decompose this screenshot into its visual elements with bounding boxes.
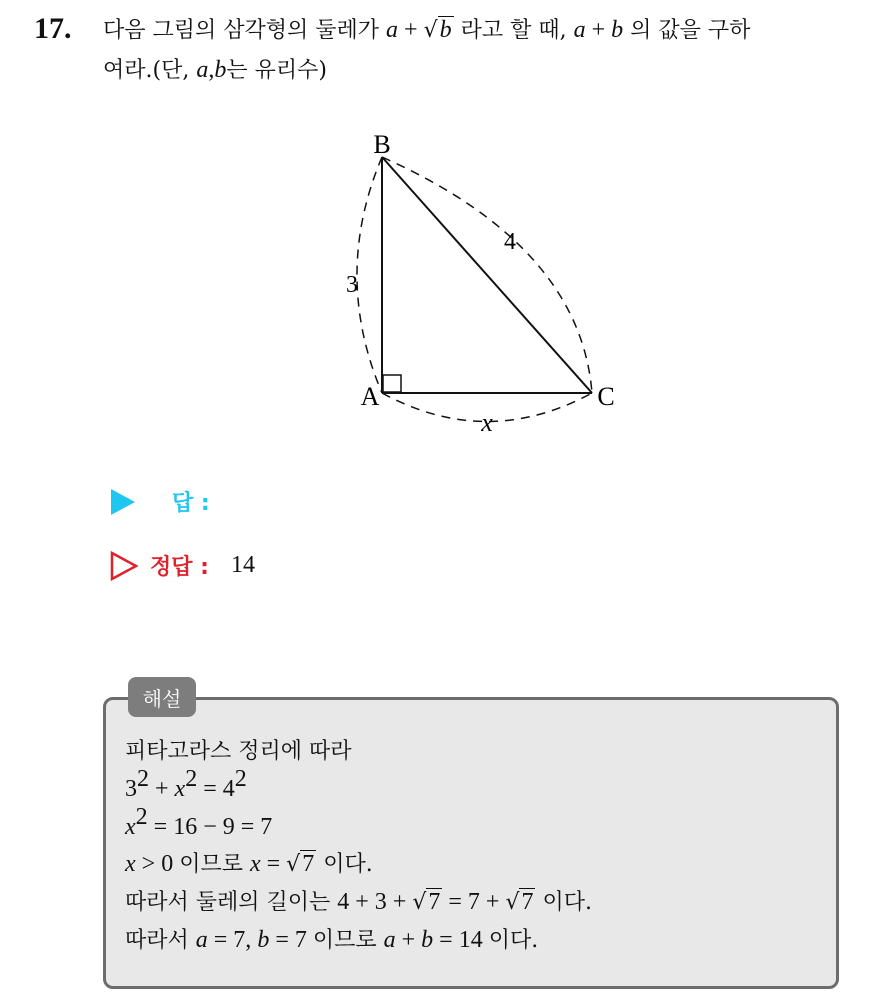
question-text-5: 는 유리수)	[226, 58, 327, 83]
solution-text-ttaraseo: 따라서	[125, 928, 189, 953]
solution-line-3: $x^2 = 16 - 9 = 7$	[125, 804, 273, 840]
question-text-3: 의 값을 구하	[630, 18, 751, 43]
solution-line-5: 따라서 둘레의 길이는 4 + 3 + √7 = 7 + √7 이다.	[125, 889, 592, 915]
solution-text-dullae: 따라서 둘레의 길이는	[125, 890, 331, 915]
label-side-ac: x	[481, 408, 493, 437]
question-number: 17.	[34, 12, 72, 45]
right-angle-marker	[383, 375, 401, 392]
solution-text-imeuro: 이므로	[179, 852, 243, 877]
solution-line-6: 따라서 a = 7, b = 7 이므로 a + b = 14 이다.	[125, 927, 539, 953]
solution-text-imeuro-2: 이므로	[312, 928, 377, 953]
correct-answer-label: 정답 :	[150, 555, 209, 580]
label-side-bc: 4	[504, 229, 516, 255]
label-side-ab: 3	[346, 272, 358, 298]
solution-line-1: 피타고라스 정리에 따라	[125, 739, 352, 764]
triangle-figure	[330, 125, 630, 445]
question-line-1: 다음 그림의 삼각형의 둘레가 a + √b 라고 할 때, a + b 의 값을 구하	[103, 17, 751, 43]
answer-label: 답 :	[172, 491, 210, 516]
label-b: B	[373, 130, 391, 159]
solution-line-2: $3^2 + x^2 = 4^2$	[125, 766, 247, 802]
label-a: A	[360, 382, 380, 411]
solution-text-ida-2: 이다.	[542, 890, 592, 915]
outline-play-icon	[110, 551, 138, 581]
filled-play-icon	[110, 488, 136, 516]
correct-answer-row	[110, 550, 255, 581]
correct-answer-value: 14	[230, 552, 255, 578]
solution-line-4: x > 0 이므로 x = √7 이다.	[125, 851, 373, 877]
arc-ab	[357, 157, 382, 393]
question-text-4: 여라.(단,	[103, 58, 190, 83]
solution-tag: 해설	[128, 677, 196, 717]
side-bc-line	[382, 157, 592, 393]
question-text-2: 라고 할 때,	[460, 18, 567, 43]
question-text-1: 다음 그림의 삼각형의 둘레가	[103, 18, 380, 43]
question-line-2: 여라.(단, a,b는 유리수)	[103, 57, 327, 83]
solution-text-ida-3: 이다.	[488, 928, 539, 953]
triangle-sides	[382, 157, 592, 393]
answer-row	[110, 486, 210, 517]
label-c: C	[597, 382, 615, 411]
solution-text-ida: 이다.	[323, 852, 373, 877]
